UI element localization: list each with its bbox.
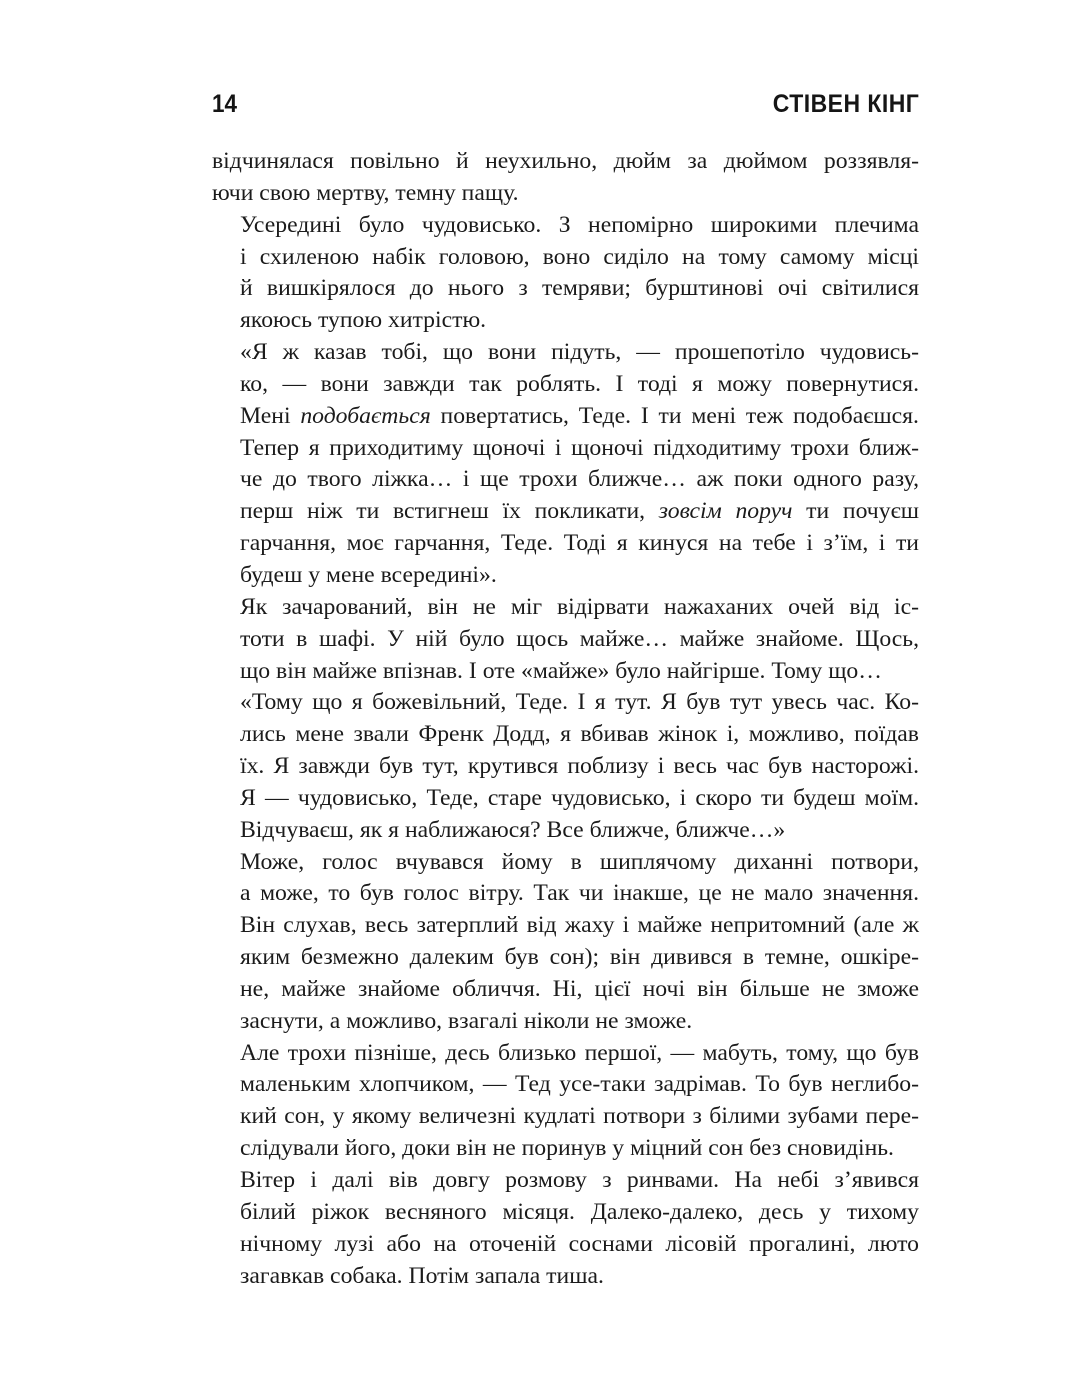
text-line [212,1038,919,1070]
page-number: 14 [212,90,238,118]
text-segment: Вітер і далі вів довгу розмову з ринвами. На небі з’явився [240,1167,919,1193]
text-segment: Він слухав, весь затерплий від жаху і майже непритомний (але ж [240,912,919,939]
text-segment: їх. Я завжди був тут, крутився поблизу і весь час був насторожі. [240,753,919,780]
text-segment: що він майже впізнав. І оте «майже» було найгірше. Тому що… [240,657,882,684]
text-line [212,1069,919,1101]
text-segment: Як зачарований, він не міг відірвати нажаханих очей від іс- [240,593,919,620]
text-line [212,210,919,242]
text-segment: ко, — вони завжди так роблять. І тоді я можу повернутися. [240,370,919,397]
text-line [212,878,919,910]
text-segment: слідували його, доки він не поринув у міцний сон без сновидінь. [240,1135,894,1162]
paragraph [212,146,919,210]
text-segment: Але трохи пізніше, десь близько першої, — мабуть, тому, що був [240,1039,919,1066]
text-segment: Мені [240,402,301,429]
text-line [212,974,919,1006]
text-line [212,624,919,656]
italic-text: подобається [300,402,431,429]
book-author: СТІВЕН КІНГ [772,90,919,118]
running-head [212,90,919,130]
paragraph [212,337,919,592]
text-segment: білий ріжок весняного місяця. Далеко-далеко, десь у тихому [240,1198,919,1225]
text-line [212,656,919,688]
text-line [212,146,919,178]
text-segment: гарчання, моє гарчання, Теде. Тоді я кинуся на тебе і з’їм, і ти [240,530,919,557]
text-segment: не, майже знайоме обличчя. Ні, цієї ночі він більше не зможе [240,975,919,1002]
text-line [212,592,919,624]
text-segment: Відчуваєш, як я наближаюся? Все ближче, ближче…» [240,816,786,843]
text-line [212,1229,919,1261]
text-segment: яким безмежно далеким був сон); він дивився в темне, ошкіре- [240,944,919,971]
text-segment: відчинялася повільно й неухильно, дюйм за дюймом роззявля- [212,148,919,174]
text-segment: Тепер я приходитиму щоночі і щоночі підходитиму трохи ближ- [240,434,919,461]
text-segment: маленьким хлопчиком, — Тед усе-таки задрімав. То був неглибо- [240,1071,919,1098]
text-segment: ючи свою мертву, темну пащу. [212,179,519,206]
text-line [212,305,919,337]
text-line [212,401,919,433]
text-segment: будеш у мене всередині». [240,561,497,588]
text-line [212,942,919,974]
text-line [212,1197,919,1229]
text-line [212,242,919,274]
text-line [212,751,919,783]
text-segment: «Тому що я божевільний, Теде. І я тут. Я був тут увесь час. Ко- [240,689,919,716]
text-line [212,560,919,592]
text-segment: перш ніж ти встигнеш їх покликати, [240,498,659,525]
text-segment: ти почуєш [792,498,919,525]
text-segment: повертатись, Теде. І ти мені теж подобаєшся. [430,402,919,429]
text-segment: й вишкірялося до нього з темряви; бурштинові очі світилися [240,275,919,302]
paragraph [212,210,919,337]
text-segment: і схиленою набік головою, воно сиділо на тому самому місці [240,243,919,270]
text-line [212,815,919,847]
paragraph [212,687,919,846]
text-line [212,369,919,401]
text-line [212,528,919,560]
text-line [212,464,919,496]
text-segment: кий сон, у якому величезні кудлаті потвори з білими зубами пере- [240,1103,919,1130]
paragraph [212,1165,919,1292]
text-line [212,1101,919,1133]
paragraph [212,847,919,1038]
text-segment: че до твого ліжка… і ще трохи ближче… аж поки одного разу, [240,466,919,493]
text-segment: нічному лузі або на оточеній соснами лісовій прогалині, люто [240,1230,919,1257]
body-text [212,146,919,1292]
text-line [212,910,919,942]
text-segment: Я — чудовисько, Теде, старе чудовисько, і скоро ти будеш моїм. [240,784,919,811]
text-line [212,1133,919,1165]
text-segment: якоюсь тупою хитрістю. [240,307,487,334]
text-line [212,783,919,815]
paragraph [212,1038,919,1165]
text-line [212,337,919,369]
text-line [212,496,919,528]
text-segment: лись мене звали Френк Додд, я вбивав жінок і, можливо, поїдав [240,721,919,748]
text-line [212,719,919,751]
text-line [212,1261,919,1293]
text-segment: Усередині було чудовисько. З непомірно широкими плечима [240,211,919,238]
text-segment: «Я ж казав тобі, що вони підуть, — прошепотіло чудовись- [240,339,919,366]
italic-text: зовсім поруч [658,498,793,525]
text-line [212,433,919,465]
text-line [212,178,919,210]
text-line [212,273,919,305]
text-segment: Може, голос вчувався йому в шиплячому диханні потвори, [240,848,919,875]
text-line [212,1165,919,1197]
text-segment: а може, то був голос вітру. Так чи інакше, це не мало значення. [240,880,919,907]
text-line [212,1006,919,1038]
text-segment: заснути, а можливо, взагалі ніколи не зможе. [240,1007,693,1034]
text-segment: загавкав собака. Потім запала тиша. [240,1262,604,1289]
paragraph [212,592,919,688]
text-line [212,687,919,719]
text-segment: тоти в шафі. У ній було щось майже… майже знайоме. Щось, [240,625,919,652]
text-line [212,847,919,879]
